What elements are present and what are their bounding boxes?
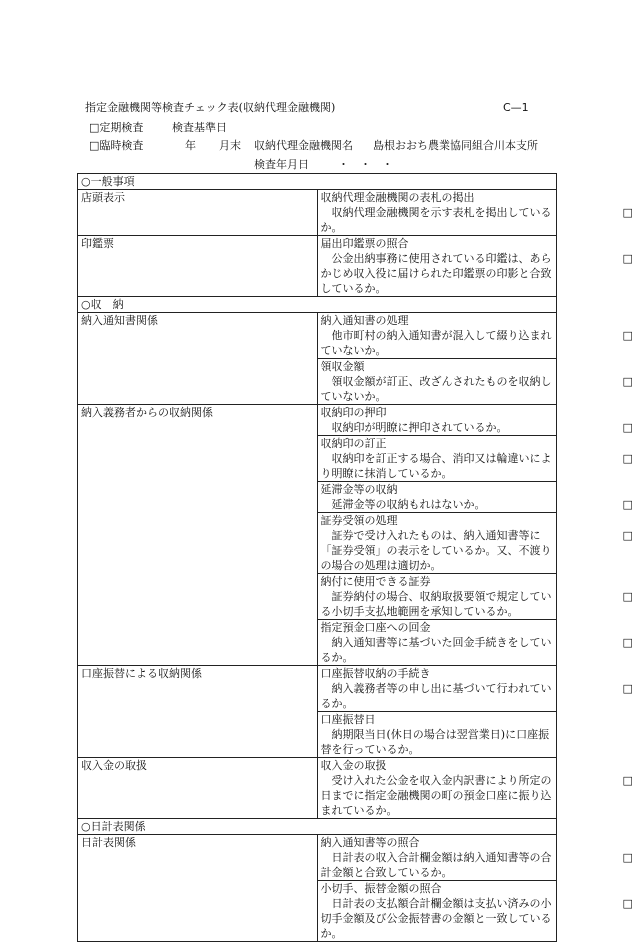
item-title: 領収金額 [320, 360, 365, 373]
special-label: 臨時検査 [99, 139, 144, 152]
check-item [317, 236, 633, 297]
table-row [78, 313, 557, 359]
item-description: 納入義務者等の申し出に基づいて行われているか。 [320, 682, 552, 710]
check-item [317, 758, 633, 819]
item-title: 収納印の押印 [320, 406, 387, 419]
section-receipt: ○収 納 [78, 297, 557, 313]
check-item [317, 712, 557, 758]
item-description: 公金出納事務に使用されている印鑑は、あらかじめ収入役に届けられた印鑑票の印影と合致しているか。 [320, 252, 552, 295]
table-row [78, 758, 557, 819]
category-revenue-handling: 収入金の取扱 [78, 758, 318, 819]
item-checkbox[interactable]: □ [622, 590, 633, 603]
item-description: 領収金額が訂正、改ざんされたものを収納していないか。 [320, 375, 552, 403]
item-description: 収納印が明瞭に押印されているか。 [331, 421, 508, 434]
item-checkbox[interactable]: □ [622, 421, 633, 434]
item-checkbox[interactable]: □ [622, 851, 633, 864]
check-item [317, 620, 633, 666]
special-inspection-row [89, 139, 143, 153]
item-checkbox[interactable]: □ [622, 498, 633, 511]
item-title: 小切手、振替金額の照合 [320, 882, 442, 895]
check-item [317, 835, 633, 881]
item-title: 延滞金等の収納 [320, 483, 398, 496]
item-title: 納入通知書等の照合 [320, 836, 420, 849]
table-row [78, 405, 557, 436]
item-description: 日計表の支払額合計欄金額は支払い済みの小切手金額及び公金振替書の金額と一致しているか。 [320, 897, 552, 940]
special-checkbox[interactable]: □ [89, 139, 100, 152]
checklist-table [77, 173, 633, 942]
item-description: 証券で受け入れたものは、納入通知書等に「証券受領」の表示をしているか。又、不渡りの場合の処理は適切か。 [320, 529, 552, 572]
item-title: 納付に使用できる証券 [320, 575, 431, 588]
item-checkbox[interactable]: □ [622, 682, 633, 695]
item-title: 収納代理金融機関の表札の掲出 [320, 191, 475, 204]
item-checkbox[interactable]: □ [622, 774, 633, 787]
item-description: 収納印を訂正する場合、消印又は輪違いにより明瞭に抹消しているか。 [320, 452, 552, 480]
item-checkbox[interactable]: □ [622, 452, 633, 465]
inspection-date-dots: ・ ・ ・ [338, 158, 393, 171]
section-general: ○一般事項 [78, 174, 557, 190]
check-item [317, 513, 633, 574]
item-description: 日計表の収入合計欄金額は納入通知書等の合計金額と合致しているか。 [320, 851, 552, 879]
category-daily-report: 日計表関係 [78, 835, 318, 942]
check-item [317, 190, 633, 236]
item-checkbox[interactable]: □ [622, 636, 633, 649]
item-checkbox[interactable]: □ [622, 897, 633, 910]
category-account-transfer: 口座振替による収納関係 [78, 666, 318, 758]
item-description: 納入通知書等に基づいた回金手続きをしているか。 [320, 636, 552, 664]
item-title: 納入通知書の処理 [320, 314, 409, 327]
periodic-checkbox[interactable]: □ [89, 121, 100, 134]
table-row [78, 190, 557, 236]
check-item [317, 881, 633, 942]
section-row [78, 819, 557, 835]
periodic-inspection-row [89, 121, 143, 135]
form-code: C—1 [503, 101, 529, 114]
item-title: 届出印鑑票の照合 [320, 237, 409, 250]
check-item [317, 574, 633, 620]
year-label: 年 [185, 139, 196, 152]
item-title: 指定預金口座への回金 [320, 621, 431, 634]
item-description: 証券納付の場合、収納取扱要領で規定している小切手支払地範囲を承知しているか。 [320, 590, 552, 618]
table-row [78, 666, 557, 712]
item-description: 延滞金等の収納もれはないか。 [331, 498, 486, 511]
inspection-date-label: 検査年月日 [254, 158, 309, 171]
item-title: 口座振替日 [320, 713, 376, 726]
item-checkbox[interactable]: □ [622, 375, 633, 388]
check-item [317, 436, 633, 482]
item-title: 収納印の訂正 [320, 437, 387, 450]
periodic-label: 定期検査 [99, 121, 144, 134]
page-title: 指定金融機関等検査チェック表(収納代理金融機関) [85, 101, 336, 114]
table-row [78, 835, 557, 881]
item-description: 他市町村の納入通知書が混入して綴り込まれていないか。 [320, 329, 552, 357]
category-seal-card: 印鑑票 [78, 236, 318, 297]
category-storefront: 店頭表示 [78, 190, 318, 236]
item-checkbox[interactable]: □ [622, 206, 633, 219]
item-description: 受け入れた公金を収入金内訳書により所定の日までに指定金融機関の町の預金口座に振り込まれているか。 [320, 774, 552, 817]
section-row [78, 174, 557, 190]
institution-label: 収納代理金融機関名 [254, 139, 353, 152]
item-checkbox[interactable]: □ [622, 529, 633, 542]
item-description: 収納代理金融機関を示す表札を掲出しているか。 [320, 206, 552, 234]
category-payer-receipt: 納入義務者からの収納関係 [78, 405, 318, 666]
table-row [78, 236, 557, 297]
section-daily-report: ○日計表関係 [78, 819, 557, 835]
institution-name: 島根おおち農業協同組合川本支所 [373, 139, 538, 152]
item-title: 収入金の取扱 [320, 759, 387, 772]
item-title: 口座振替収納の手続き [320, 667, 431, 680]
month-end-label: 月末 [219, 139, 241, 152]
category-payment-notice: 納入通知書関係 [78, 313, 318, 405]
check-item [317, 359, 633, 405]
inspection-basis-date-label: 検査基準日 [172, 121, 227, 134]
check-item [317, 482, 633, 513]
item-checkbox[interactable]: □ [622, 252, 633, 265]
check-item [317, 666, 633, 712]
item-checkbox[interactable]: □ [622, 329, 633, 342]
check-item [317, 313, 633, 359]
item-description: 納期限当日(休日の場合は翌営業日)に口座振替を行っているか。 [320, 728, 550, 756]
item-title: 証券受領の処理 [320, 514, 398, 527]
check-item [317, 405, 633, 436]
section-row [78, 297, 557, 313]
